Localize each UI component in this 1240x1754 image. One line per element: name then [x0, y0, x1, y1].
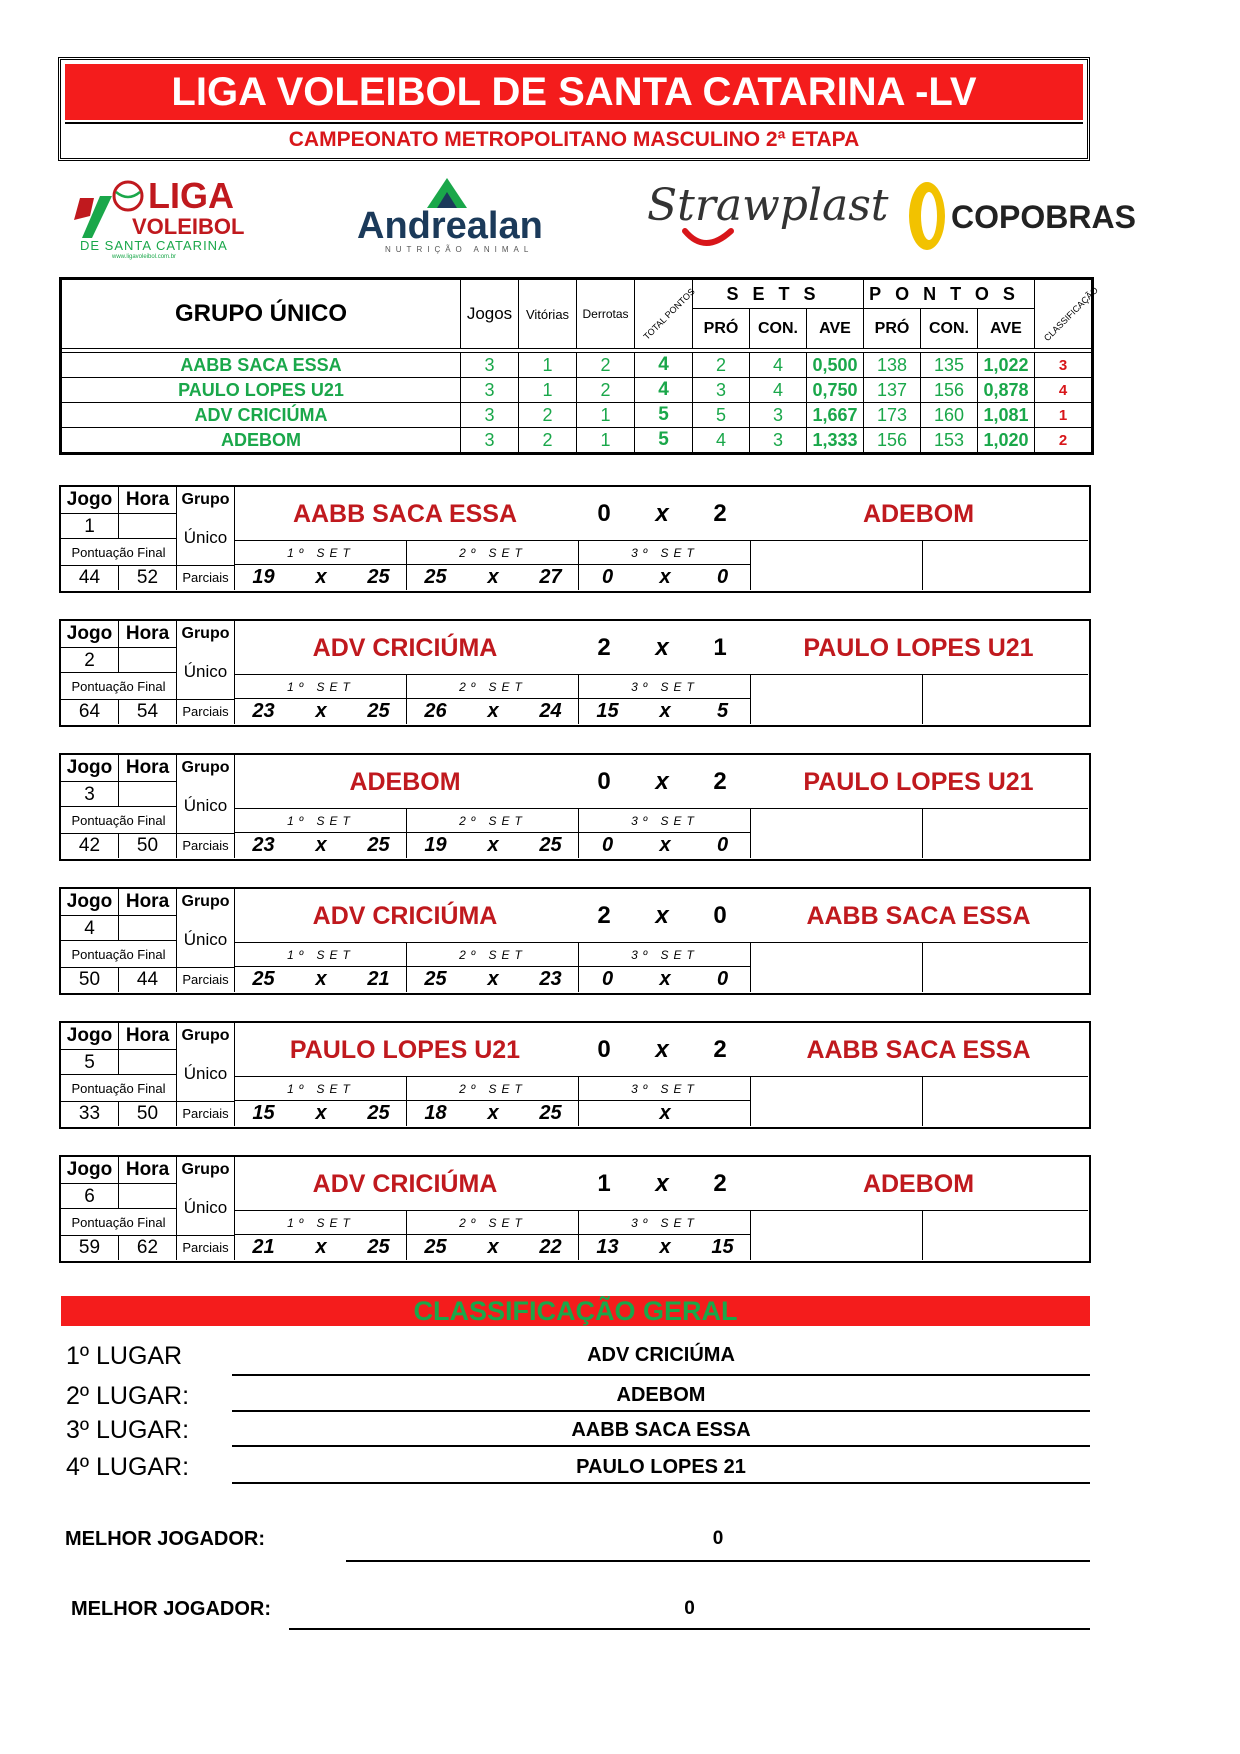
set1-label: 1º SET	[235, 809, 407, 833]
game-team-b: ADEBOM	[862, 1170, 975, 1198]
game-final-a: 59	[61, 1236, 119, 1260]
game-number: 5	[61, 1050, 119, 1075]
extra-box-1	[751, 541, 923, 590]
game-number: 3	[61, 782, 119, 807]
extra-box-1	[751, 809, 923, 858]
header-derrotas: Derrotas	[577, 279, 635, 349]
row-team: AABB SACA ESSA	[61, 353, 461, 378]
set1-label: 1º SET	[235, 1211, 407, 1235]
row-jogos: 3	[461, 403, 519, 428]
set1-b: 25	[367, 834, 390, 856]
game-hora-label: Hora	[119, 487, 177, 514]
game-score-b: 2	[713, 1170, 727, 1197]
copobras-logo-name: COPOBRAS	[951, 199, 1136, 235]
andrealan-logo-tag: NUTRIÇÃO ANIMAL	[385, 245, 534, 254]
set2-x: x	[487, 1236, 499, 1258]
set2-label: 2º SET	[407, 541, 579, 565]
row-jogos: 3	[461, 428, 519, 454]
set1-b: 25	[367, 566, 390, 588]
set3-b: 15	[711, 1236, 734, 1258]
game-final-b: 44	[119, 968, 177, 992]
game-grupo-label: Grupo	[177, 621, 235, 648]
place-1-label: 1º LUGAR	[66, 1342, 183, 1370]
game-group: Único	[177, 782, 235, 834]
set1-a: 21	[252, 1236, 275, 1258]
set3-a: 15	[596, 700, 619, 722]
game-hora-value	[119, 1184, 177, 1209]
set1-label: 1º SET	[235, 541, 407, 565]
set3-label: 3º SET	[579, 809, 751, 833]
strawplast-logo	[645, 165, 889, 260]
row-jogos: 3	[461, 353, 519, 378]
set2-a: 25	[424, 1236, 447, 1258]
game-vs: x	[655, 768, 669, 795]
set3-b: 0	[716, 834, 729, 856]
game-number: 2	[61, 648, 119, 673]
row-total: 4	[635, 353, 693, 378]
set2-b: 23	[539, 968, 562, 990]
classificacao-geral-title: CLASSIFICAÇÃO GERAL	[61, 1296, 1090, 1326]
row-sets-con: 4	[750, 353, 807, 378]
game-card-3	[59, 753, 1091, 861]
set3-a: 0	[601, 968, 614, 990]
set1-a: 25	[252, 968, 275, 990]
row-sets-con: 3	[750, 403, 807, 428]
place-2-label: 2º LUGAR:	[66, 1382, 190, 1410]
game-team-b: AABB SACA ESSA	[806, 902, 1031, 930]
row-sets-ave: 1,667	[807, 403, 864, 428]
set3-label: 3º SET	[579, 541, 751, 565]
standings-row	[61, 403, 1093, 428]
header-sets-ave: AVE	[807, 309, 864, 349]
game-group: Único	[177, 916, 235, 968]
set1-a: 23	[252, 834, 275, 856]
set2-x: x	[487, 566, 499, 588]
row-vitorias: 1	[519, 353, 577, 378]
game-score-a: 0	[597, 768, 611, 795]
game-final-a: 64	[61, 700, 119, 724]
set2-a: 18	[424, 1102, 447, 1124]
place-3-label: 3º LUGAR:	[66, 1416, 190, 1444]
game-hora-value	[119, 514, 177, 539]
set2-x: x	[487, 1102, 499, 1124]
game-group: Único	[177, 1184, 235, 1236]
game-final-b: 50	[119, 1102, 177, 1126]
extra-box-1	[751, 1211, 923, 1260]
standings-row	[61, 428, 1093, 454]
row-pontos-pro: 156	[864, 428, 921, 454]
game-vs: x	[655, 634, 669, 661]
game-pont-final-label: Pontuação Final	[61, 1075, 177, 1102]
header-pontos-pro: PRÓ	[864, 309, 921, 349]
game-pont-final-label: Pontuação Final	[61, 807, 177, 834]
place-4-label: 4º LUGAR:	[66, 1453, 190, 1481]
game-final-a: 50	[61, 968, 119, 992]
game-group: Único	[177, 514, 235, 566]
game-vs: x	[655, 500, 669, 527]
game-grupo-label: Grupo	[177, 1023, 235, 1050]
game-pont-final-label: Pontuação Final	[61, 1209, 177, 1236]
game-vs: x	[655, 902, 669, 929]
set3-b: 0	[716, 968, 729, 990]
set1-label: 1º SET	[235, 1077, 407, 1101]
standings-table	[59, 277, 1101, 455]
game-number: 4	[61, 916, 119, 941]
best-player-label-2: MELHOR JOGADOR:	[71, 1598, 271, 1620]
game-card-1	[59, 485, 1091, 593]
set1-b: 21	[367, 968, 390, 990]
row-sets-pro: 4	[693, 428, 750, 454]
header-sets-pro: PRÓ	[693, 309, 750, 349]
game-team-b: AABB SACA ESSA	[806, 1036, 1031, 1064]
row-derrotas: 2	[577, 378, 635, 403]
game-grupo-label: Grupo	[177, 1157, 235, 1184]
game-group: Único	[177, 1050, 235, 1102]
set1-label: 1º SET	[235, 943, 407, 967]
game-score-a: 1	[597, 1170, 611, 1197]
set3-b: 5	[716, 700, 729, 722]
game-hora-value	[119, 916, 177, 941]
game-grupo-label: Grupo	[177, 755, 235, 782]
set1-a: 23	[252, 700, 275, 722]
row-pontos-pro: 138	[864, 353, 921, 378]
header-pontos-ave: AVE	[978, 309, 1035, 349]
row-sets-con: 4	[750, 378, 807, 403]
game-number: 1	[61, 514, 119, 539]
game-hora-label: Hora	[119, 1023, 177, 1050]
set2-a: 26	[424, 700, 447, 722]
game-jogo-label: Jogo	[61, 755, 119, 782]
row-sets-pro: 2	[693, 353, 750, 378]
set3-a: 0	[601, 834, 614, 856]
game-hora-label: Hora	[119, 889, 177, 916]
set3-x: x	[659, 834, 671, 856]
game-score-a: 0	[597, 500, 611, 527]
row-derrotas: 2	[577, 353, 635, 378]
game-team-a: ADEBOM	[349, 768, 461, 796]
set2-b: 25	[539, 834, 562, 856]
row-sets-pro: 3	[693, 378, 750, 403]
game-final-b: 54	[119, 700, 177, 724]
game-pont-final-label: Pontuação Final	[61, 539, 177, 566]
game-team-b: PAULO LOPES U21	[803, 634, 1034, 662]
set2-a: 19	[424, 834, 447, 856]
liga-logo-line3: DE SANTA CATARINA	[80, 238, 228, 253]
set3-label: 3º SET	[579, 675, 751, 699]
row-team: PAULO LOPES U21	[61, 378, 461, 403]
set2-b: 22	[539, 1236, 562, 1258]
game-parciais-label: Parciais	[177, 566, 235, 590]
standings-row	[61, 378, 1093, 403]
game-jogo-label: Jogo	[61, 487, 119, 514]
set1-x: x	[315, 700, 327, 722]
game-score-b: 2	[713, 768, 727, 795]
game-vs: x	[655, 1036, 669, 1063]
header-pontos: PONTOS	[864, 279, 1035, 309]
game-parciais-label: Parciais	[177, 968, 235, 992]
game-final-a: 44	[61, 566, 119, 590]
set1-x: x	[315, 1102, 327, 1124]
set2-x: x	[487, 968, 499, 990]
game-team-a: ADV CRICIÚMA	[312, 1170, 498, 1198]
game-card-4	[59, 887, 1091, 995]
set2-x: x	[487, 700, 499, 722]
set3-x: x	[659, 968, 671, 990]
row-pontos-ave: 0,878	[978, 378, 1035, 403]
game-score-a: 2	[597, 902, 611, 929]
game-team-b: ADEBOM	[862, 500, 975, 528]
set3-label: 3º SET	[579, 1077, 751, 1101]
group-title: GRUPO ÚNICO	[61, 279, 461, 349]
set2-label: 2º SET	[407, 1211, 579, 1235]
game-grupo-label: Grupo	[177, 889, 235, 916]
andrealan-logo	[355, 170, 555, 255]
game-jogo-label: Jogo	[61, 621, 119, 648]
copobras-logo	[905, 178, 1136, 253]
game-team-a: ADV CRICIÚMA	[312, 634, 498, 662]
game-score-b: 2	[713, 1036, 727, 1063]
row-classificacao: 4	[1035, 378, 1093, 403]
game-hora-value	[119, 648, 177, 673]
extra-box-1	[751, 1077, 923, 1126]
game-parciais-label: Parciais	[177, 834, 235, 858]
extra-box-1	[751, 675, 923, 724]
set2-a: 25	[424, 968, 447, 990]
set1-x: x	[315, 834, 327, 856]
best-player-value-2: 0	[289, 1598, 1090, 1630]
game-team-a: ADV CRICIÚMA	[312, 902, 498, 930]
set2-b: 27	[539, 566, 562, 588]
set2-x: x	[487, 834, 499, 856]
row-vitorias: 2	[519, 403, 577, 428]
header-box	[58, 57, 1090, 161]
row-jogos: 3	[461, 378, 519, 403]
liga-logo-url: www.ligavoleibol.com.br	[112, 254, 177, 260]
game-group: Único	[177, 648, 235, 700]
game-hora-label: Hora	[119, 621, 177, 648]
game-hora-value	[119, 782, 177, 807]
strawplast-logo-name: Strawplast	[647, 180, 889, 231]
set2-label: 2º SET	[407, 943, 579, 967]
set2-b: 25	[539, 1102, 562, 1124]
game-score-a: 0	[597, 1036, 611, 1063]
row-total: 4	[635, 378, 693, 403]
header-sets: SETS	[693, 279, 864, 309]
set3-x: x	[659, 566, 671, 588]
game-card-5	[59, 1021, 1091, 1129]
game-jogo-label: Jogo	[61, 889, 119, 916]
game-jogo-label: Jogo	[61, 1023, 119, 1050]
row-classificacao: 2	[1035, 428, 1093, 454]
game-score-b: 2	[713, 500, 727, 527]
liga-logo-line2: VOLEIBOL	[132, 214, 245, 239]
row-pontos-ave: 1,022	[978, 353, 1035, 378]
set3-label: 3º SET	[579, 1211, 751, 1235]
row-sets-ave: 0,750	[807, 378, 864, 403]
set3-label: 3º SET	[579, 943, 751, 967]
row-total: 5	[635, 403, 693, 428]
row-classificacao: 3	[1035, 353, 1093, 378]
game-card-6	[59, 1155, 1091, 1263]
row-sets-con: 3	[750, 428, 807, 454]
game-final-b: 52	[119, 566, 177, 590]
game-team-a: PAULO LOPES U21	[289, 1036, 521, 1064]
set1-label: 1º SET	[235, 675, 407, 699]
place-3-team: AABB SACA ESSA	[232, 1419, 1090, 1447]
set3-x: x	[659, 700, 671, 722]
game-team-a: AABB SACA ESSA	[292, 500, 518, 528]
row-pontos-pro: 173	[864, 403, 921, 428]
standings-row	[61, 353, 1093, 378]
game-final-b: 62	[119, 1236, 177, 1260]
game-jogo-label: Jogo	[61, 1157, 119, 1184]
set3-x: x	[659, 1236, 671, 1258]
game-hora-label: Hora	[119, 755, 177, 782]
set3-b: 0	[716, 566, 729, 588]
set2-label: 2º SET	[407, 1077, 579, 1101]
row-pontos-con: 160	[921, 403, 978, 428]
game-parciais-label: Parciais	[177, 1236, 235, 1260]
place-4-team: PAULO LOPES 21	[232, 1456, 1090, 1484]
header-sets-con: CON.	[750, 309, 807, 349]
set1-x: x	[315, 566, 327, 588]
game-final-a: 33	[61, 1102, 119, 1126]
row-vitorias: 2	[519, 428, 577, 454]
set1-b: 25	[367, 1236, 390, 1258]
set3-a: 13	[596, 1236, 619, 1258]
best-player-label-1: MELHOR JOGADOR:	[65, 1528, 265, 1550]
set1-b: 25	[367, 700, 390, 722]
game-hora-value	[119, 1050, 177, 1075]
row-pontos-ave: 1,081	[978, 403, 1035, 428]
game-team-b: PAULO LOPES U21	[803, 768, 1034, 796]
row-sets-ave: 0,500	[807, 353, 864, 378]
set1-x: x	[315, 1236, 327, 1258]
row-pontos-pro: 137	[864, 378, 921, 403]
game-final-a: 42	[61, 834, 119, 858]
set1-b: 25	[367, 1102, 390, 1124]
page-subtitle: CAMPEONATO METROPOLITANO MASCULINO 2ª ETAPA	[65, 122, 1083, 156]
row-sets-pro: 5	[693, 403, 750, 428]
place-2-team: ADEBOM	[232, 1384, 1090, 1412]
place-1-team: ADV CRICIÚMA	[232, 1344, 1090, 1376]
extra-box-1	[751, 943, 923, 992]
game-parciais-label: Parciais	[177, 700, 235, 724]
game-parciais-label: Parciais	[177, 1102, 235, 1126]
header-vitorias: Vitórias	[519, 279, 577, 349]
game-number: 6	[61, 1184, 119, 1209]
set2-b: 24	[539, 700, 562, 722]
row-derrotas: 1	[577, 428, 635, 454]
andrealan-logo-name: Andrealan	[357, 205, 543, 247]
liga-voleibol-logo	[72, 168, 272, 258]
set2-a: 25	[424, 566, 447, 588]
game-score-b: 0	[713, 902, 727, 929]
set1-a: 19	[252, 566, 275, 588]
best-player-value-1: 0	[346, 1528, 1090, 1562]
game-pont-final-label: Pontuação Final	[61, 673, 177, 700]
game-hora-label: Hora	[119, 1157, 177, 1184]
header-jogos: Jogos	[461, 279, 519, 349]
page-title: LIGA VOLEIBOL DE SANTA CATARINA -LV	[65, 64, 1083, 120]
set2-label: 2º SET	[407, 809, 579, 833]
game-grupo-label: Grupo	[177, 487, 235, 514]
header-classificacao: CLASSIFICAÇÃO	[1035, 279, 1093, 349]
header-pontos-con: CON.	[921, 309, 978, 349]
row-team: ADEBOM	[61, 428, 461, 454]
game-card-2	[59, 619, 1091, 727]
game-score-a: 2	[597, 634, 611, 661]
row-pontos-ave: 1,020	[978, 428, 1035, 454]
row-team: ADV CRICIÚMA	[61, 403, 461, 428]
row-classificacao: 1	[1035, 403, 1093, 428]
header-total-pontos: TOTAL PONTOS	[635, 279, 693, 349]
game-score-b: 1	[713, 634, 727, 661]
row-sets-ave: 1,333	[807, 428, 864, 454]
game-vs: x	[655, 1170, 669, 1197]
row-pontos-con: 135	[921, 353, 978, 378]
game-pont-final-label: Pontuação Final	[61, 941, 177, 968]
liga-logo-line1: LIGA	[148, 175, 234, 216]
row-pontos-con: 153	[921, 428, 978, 454]
set2-label: 2º SET	[407, 675, 579, 699]
row-total: 5	[635, 428, 693, 454]
row-vitorias: 1	[519, 378, 577, 403]
set1-x: x	[315, 968, 327, 990]
row-derrotas: 1	[577, 403, 635, 428]
set3-x: x	[659, 1102, 671, 1124]
row-pontos-con: 156	[921, 378, 978, 403]
set1-a: 15	[252, 1102, 275, 1124]
set3-a: 0	[601, 566, 614, 588]
game-final-b: 50	[119, 834, 177, 858]
